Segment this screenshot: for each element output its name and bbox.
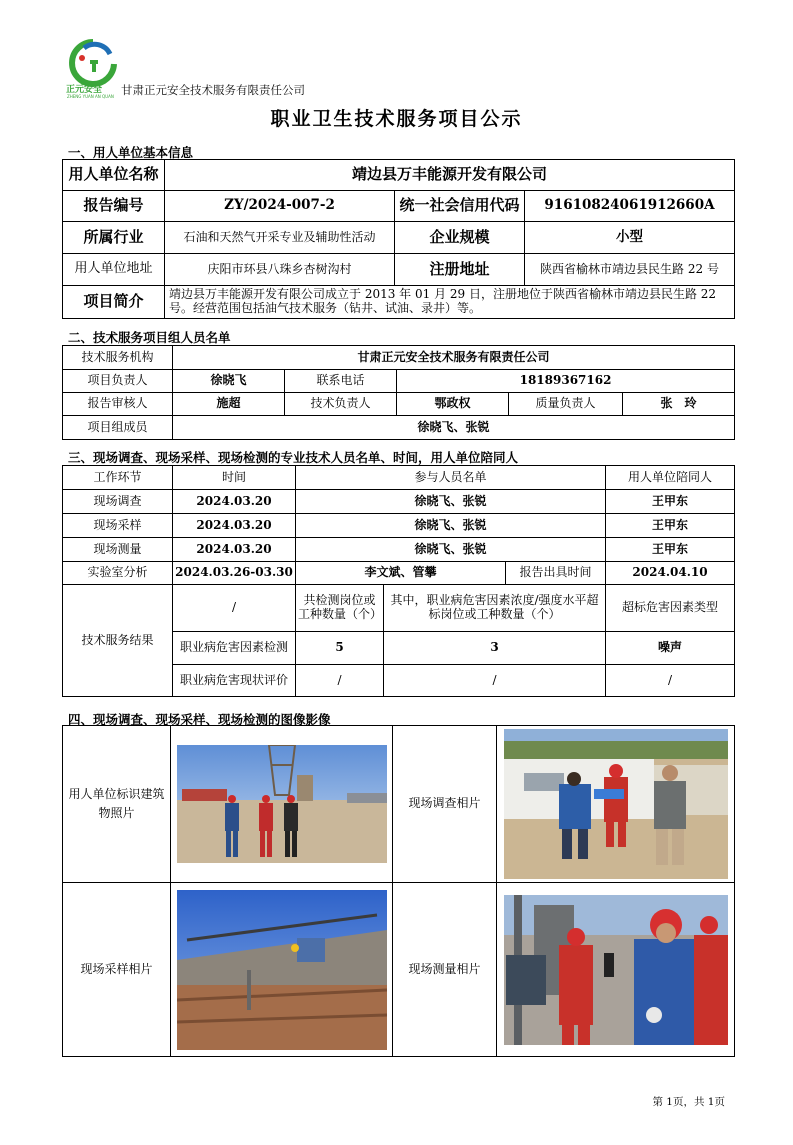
org-label: 技术服务机构	[63, 346, 173, 370]
quality-label: 质量负责人	[509, 393, 623, 416]
section4-heading: 四、现场调查、现场采样、现场检测的图像影像	[68, 712, 331, 727]
report-no-label: 报告编号	[63, 191, 165, 222]
building-photo	[177, 745, 387, 863]
header-company-name: 甘肃正元安全技术服务有限责任公司	[121, 83, 305, 97]
escort-cell: 王甲东	[606, 538, 735, 562]
basic-info-table	[62, 159, 735, 319]
lab-time: 2024.03.26-03.30	[173, 562, 296, 585]
result-h0: /	[173, 585, 296, 632]
unit-name: 靖边县万丰能源开发有限公司	[165, 160, 735, 191]
phone: 18189367162	[397, 370, 735, 393]
escort-cell: 王甲东	[606, 490, 735, 514]
result-r1-v3: 噪声	[606, 632, 735, 665]
scale-label: 企业规模	[395, 222, 525, 254]
col-people: 参与人员名单	[296, 466, 606, 490]
leader-label: 项目负责人	[63, 370, 173, 393]
unit-name-label: 用人单位名称	[63, 160, 165, 191]
photo-building-cell	[171, 726, 393, 883]
people-cell: 徐晓飞、张锐	[296, 538, 606, 562]
table-row	[63, 538, 735, 562]
lab-people: 李文斌、管攀	[296, 562, 506, 585]
tech-label: 技术负责人	[285, 393, 397, 416]
time-cell: 2024.03.20	[173, 490, 296, 514]
quality: 张 玲	[623, 393, 735, 416]
page-title: 职业卫生技术服务项目公示	[270, 108, 523, 130]
result-r1-v2: 3	[384, 632, 606, 665]
label-sampling: 现场采样相片	[63, 883, 171, 1057]
lab-label: 实验室分析	[63, 562, 173, 585]
col-time: 时间	[173, 466, 296, 490]
result-h2: 其中，职业病危害因素浓度/强度水平超标岗位或工种数量（个）	[384, 585, 606, 632]
photo-measure-cell	[497, 883, 735, 1057]
reviewer: 施超	[173, 393, 285, 416]
result-label: 技术服务结果	[63, 585, 173, 697]
intro-label: 项目简介	[63, 286, 165, 319]
issue-date: 2024.04.10	[606, 562, 735, 585]
time-cell: 2024.03.20	[173, 538, 296, 562]
credit-code: 91610824061912660A	[525, 191, 735, 222]
members-label: 项目组成员	[63, 416, 173, 440]
logo-text: 正元安全	[66, 85, 103, 95]
activity-table	[62, 465, 735, 697]
industry-label: 所属行业	[63, 222, 165, 254]
address-label: 用人单位地址	[63, 254, 165, 286]
credit-code-label: 统一社会信用代码	[395, 191, 525, 222]
logo-subtext: ZHENG YUAN AN QUAN	[67, 94, 114, 99]
result-r1-v1: 5	[296, 632, 384, 665]
people-cell: 徐晓飞、张锐	[296, 490, 606, 514]
photo-table	[62, 725, 735, 1057]
section1-heading: 一、用人单位基本信息	[68, 145, 194, 160]
people-cell: 徐晓飞、张锐	[296, 514, 606, 538]
reg-address: 陕西省榆林市靖边县民生路 22 号	[525, 254, 735, 286]
issue-label: 报告出具时间	[506, 562, 606, 585]
reg-address-label: 注册地址	[395, 254, 525, 286]
label-survey: 现场调查相片	[393, 726, 497, 883]
result-h1: 共检测岗位或工种数量（个）	[296, 585, 384, 632]
label-measure: 现场测量相片	[393, 883, 497, 1057]
result-h3: 超标危害因素类型	[606, 585, 735, 632]
col-stage: 工作环节	[63, 466, 173, 490]
phone-label: 联系电话	[285, 370, 397, 393]
team-table	[62, 345, 735, 440]
stage-cell: 现场采样	[63, 514, 173, 538]
escort-cell: 王甲东	[606, 514, 735, 538]
leader: 徐晓飞	[173, 370, 285, 393]
result-r1-label: 职业病危害因素检测	[173, 632, 296, 665]
measure-photo	[504, 895, 728, 1045]
photo-survey-cell	[497, 726, 735, 883]
stage-cell: 现场测量	[63, 538, 173, 562]
table-row	[63, 514, 735, 538]
sampling-photo	[177, 890, 387, 1050]
reviewer-label: 报告审核人	[63, 393, 173, 416]
result-r2-label: 职业病危害现状评价	[173, 665, 296, 697]
survey-photo	[504, 729, 728, 879]
result-r2-v3: /	[606, 665, 735, 697]
photo-sampling-cell	[171, 883, 393, 1057]
tech: 鄂政权	[397, 393, 509, 416]
intro: 靖边县万丰能源开发有限公司成立于 2013 年 01 月 29 日，注册地位于陕西省榆林市靖边县民生路 22 号。经营范围包括油气技术服务（钻井、试油、录井）等。	[165, 286, 735, 319]
time-cell: 2024.03.20	[173, 514, 296, 538]
col-escort: 用人单位陪同人	[606, 466, 735, 490]
section3-heading: 三、现场调查、现场采样、现场检测的专业技术人员名单、时间，用人单位陪同人	[68, 450, 519, 465]
scale: 小型	[525, 222, 735, 254]
result-r2-v1: /	[296, 665, 384, 697]
industry: 石油和天然气开采专业及辅助性活动	[165, 222, 395, 254]
members: 徐晓飞、张锐	[173, 416, 735, 440]
page-footer: 第 1页，共 1页	[652, 1096, 725, 1108]
stage-cell: 现场调查	[63, 490, 173, 514]
report-no: ZY/2024-007-2	[165, 191, 395, 222]
table-row	[63, 490, 735, 514]
address: 庆阳市环县八珠乡杏树沟村	[165, 254, 395, 286]
result-r2-v2: /	[384, 665, 606, 697]
section2-heading: 二、技术服务项目组人员名单	[68, 330, 231, 345]
label-building: 用人单位标识建筑物照片	[63, 726, 171, 883]
org: 甘肃正元安全技术服务有限责任公司	[173, 346, 735, 370]
